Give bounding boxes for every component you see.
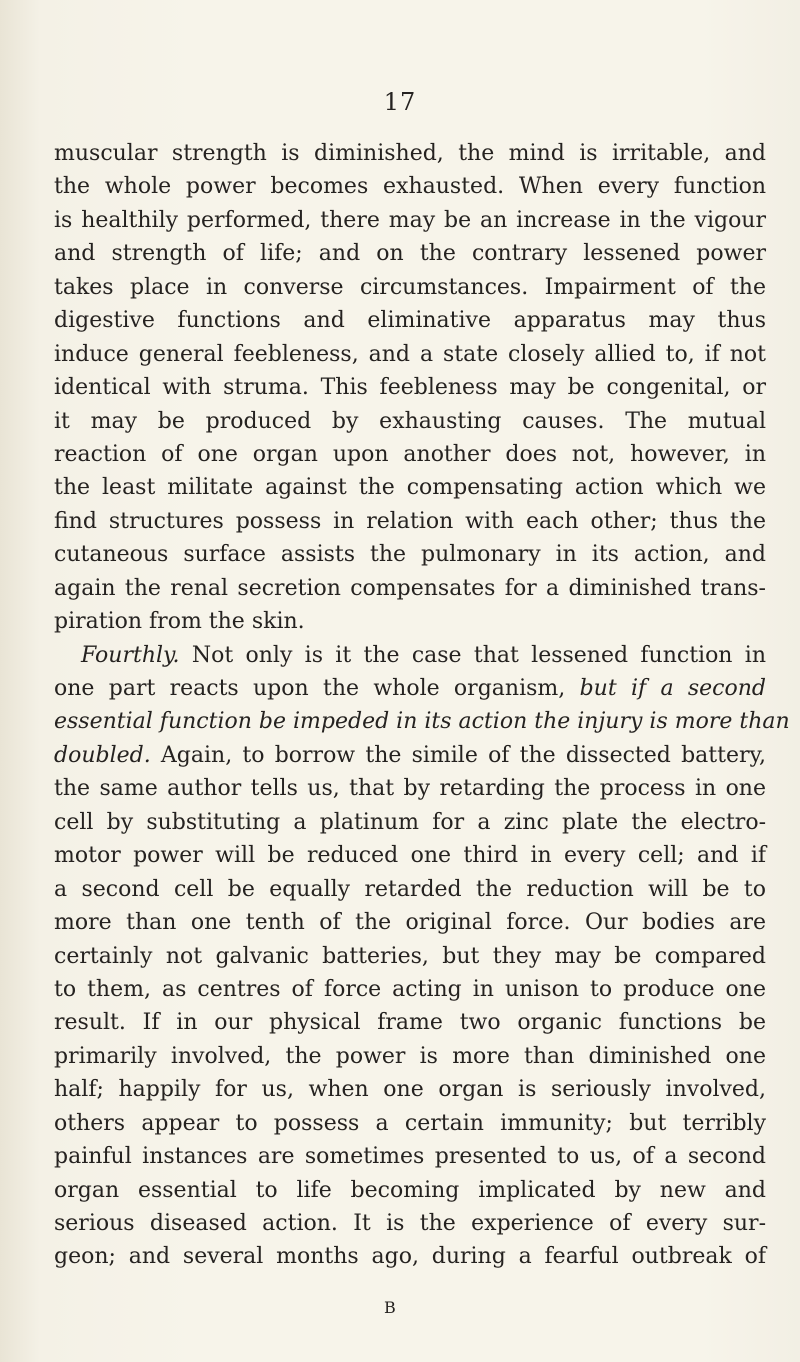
text-run: Not only is it the case that lessened function in	[179, 642, 766, 668]
text-line: the whole power becomes exhausted. When every function	[54, 174, 766, 200]
text-line: identical with struma. This feebleness may be congenital, or	[54, 375, 766, 401]
text-line: organ essential to life becoming implicated by new and	[54, 1177, 766, 1203]
text-line: to them, as centres of force acting in unison to produce one	[54, 976, 766, 1002]
text-line: the same author tells us, that by retarding the process in one	[54, 776, 766, 802]
text-line: cell by substituting a platinum for a zinc plate the electro-	[54, 809, 766, 835]
text-line: others appear to possess a certain immunity; but terribly	[54, 1110, 766, 1136]
italic-run: but if a second	[579, 676, 766, 701]
text-line: primarily involved, the power is more than diminished one	[54, 1043, 766, 1069]
italic-lead: Fourthly.	[81, 642, 180, 668]
text-line: cutaneous surface assists the pulmonary in its action, and	[54, 542, 766, 568]
text-line: half; happily for us, when one organ is seriously involved,	[54, 1077, 766, 1103]
text-run: one part reacts upon the whole organism,	[54, 676, 580, 701]
text-line: motor power will be reduced one third in every cell; and if	[54, 843, 766, 869]
text-line: takes place in converse circumstances. Impairment of the	[54, 274, 766, 300]
italic-line: essential function be impeded in its action the injury is more than	[54, 709, 790, 735]
italic-run: doubled.	[54, 742, 151, 768]
text-line	[54, 739, 766, 772]
text-run: Again, to borrow the simile of the dissected battery,	[150, 742, 766, 768]
text-line: serious diseased action. It is the experience of every sur-	[54, 1211, 766, 1236]
text-line: certainly not galvanic batteries, but they may be compared	[54, 943, 766, 969]
text-line	[54, 672, 766, 705]
text-line: find structures possess in relation with each other; thus the	[54, 508, 766, 534]
text-line: induce general feebleness, and a state closely allied to, if not	[54, 341, 766, 367]
page-number: 17	[383, 88, 417, 116]
paragraph-start-line	[54, 639, 766, 672]
text-line: piration from the skin.	[54, 609, 305, 635]
signature-mark: B	[384, 1298, 397, 1317]
text-line: a second cell be equally retarded the reduction will be to	[54, 876, 766, 902]
text-line: the least militate against the compensating action which we	[54, 475, 766, 501]
text-line: is healthily performed, there may be an increase in the vigour	[54, 207, 766, 233]
text-line: it may be produced by exhausting causes. The mutual	[54, 408, 766, 434]
body-text	[54, 137, 790, 1274]
text-line: reaction of one organ upon another does not, however, in	[54, 441, 766, 467]
text-line: again the renal secretion compensates for a diminished trans-	[54, 575, 766, 601]
text-line: digestive functions and eliminative apparatus may thus	[54, 308, 766, 334]
text-line: result. If in our physical frame two organic functions be	[54, 1010, 766, 1036]
text-line: and strength of life; and on the contrary lessened power	[54, 241, 766, 267]
text-line: painful instances are sometimes presented to us, of a second	[54, 1144, 766, 1170]
text-line: muscular strength is diminished, the mind is irritable, and	[54, 141, 766, 166]
text-line: geon; and several months ago, during a fearful outbreak of	[54, 1244, 766, 1270]
text-line: more than one tenth of the original force. Our bodies are	[54, 910, 766, 936]
